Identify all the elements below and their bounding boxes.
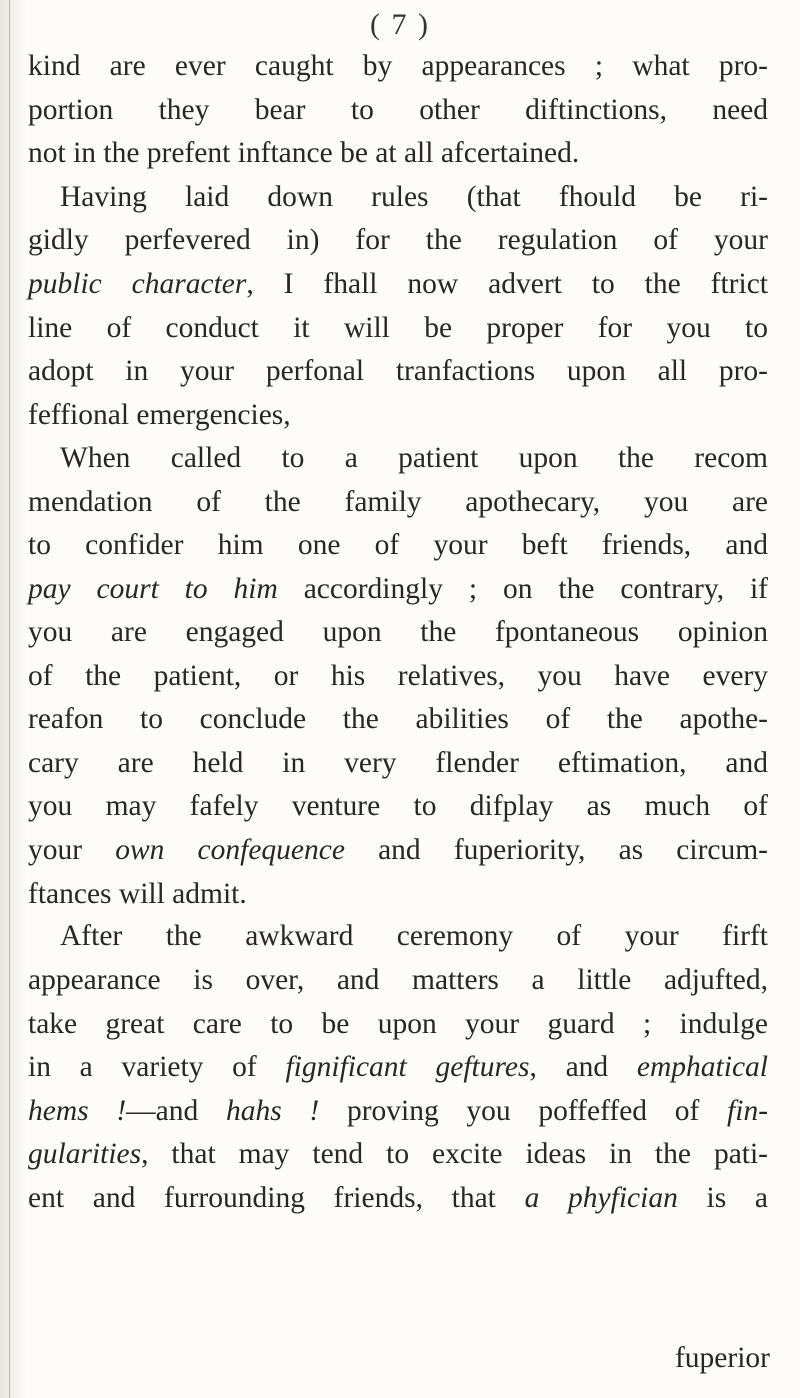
text-run: and fuperiority, as circum- (344, 834, 769, 866)
text-run: you are engaged upon the fpontaneous opinion (28, 616, 768, 648)
text-run: you may fafely venture to difplay as much of (28, 790, 768, 822)
text-line (28, 92, 768, 128)
italic-phrase: hahs ! (225, 1095, 320, 1127)
text-run: line of conduct it will be proper for you to (28, 312, 768, 344)
text-line (28, 1093, 768, 1129)
text-line (28, 527, 768, 563)
text-line (28, 310, 768, 346)
text-run: accordingly ; on the contrary, if (277, 573, 768, 605)
text-run: , I fhall now advert to the ftrict (246, 268, 768, 300)
italic-phrase: public character (28, 268, 247, 300)
text-line (28, 484, 768, 520)
text-run: your (28, 834, 116, 866)
text-line (28, 222, 768, 258)
text-run: reafon to conclude the abilities of the apothe- (28, 703, 768, 735)
text-run: feffional emergencies, (28, 399, 291, 431)
text-run: , and (529, 1051, 637, 1083)
text-run: gidly perfevered in) for the regulation of your (28, 224, 768, 256)
text-line (28, 614, 768, 650)
text-run: adopt in your perfonal tranfactions upon all pro- (28, 355, 768, 387)
text-line (28, 788, 768, 824)
text-line (60, 179, 768, 215)
text-line (28, 266, 768, 302)
italic-phrase: a phyfician (524, 1182, 678, 1214)
text-line (28, 1136, 768, 1172)
italic-phrase: fin- (727, 1095, 769, 1127)
text-run: is a (677, 1182, 769, 1214)
text-run: ent and furrounding friends, that (28, 1182, 525, 1214)
italic-phrase: emphatical (636, 1051, 768, 1083)
text-line (28, 962, 768, 998)
text-line (28, 1180, 768, 1216)
text-line (28, 353, 768, 389)
text-run: in a variety of (28, 1051, 286, 1083)
page-number: ( 7 ) (370, 8, 430, 41)
text-run: When called to a patient upon the recom (60, 442, 768, 474)
text-line (60, 440, 768, 476)
text-line (60, 918, 768, 954)
text-run: After the awkward ceremony of your firft (60, 920, 768, 952)
text-line (28, 135, 768, 171)
italic-phrase: fignificant geftures (285, 1051, 530, 1083)
text-run: to confider him one of your beft friends, and (28, 529, 768, 561)
text-run: —and (126, 1095, 226, 1127)
text-line (28, 571, 768, 607)
italic-phrase: pay court to him (28, 573, 278, 605)
text-run: Having laid down rules (that fhould be ri- (60, 181, 768, 213)
text-line (28, 745, 768, 781)
catchword: fuperior (674, 1342, 770, 1374)
text-run: , that may tend to excite ideas in the pati- (141, 1138, 768, 1170)
text-run: take great care to be upon your guard ; indulge (28, 1008, 768, 1040)
text-line (28, 397, 768, 433)
text-run: not in the prefent inftance be at all afcertained. (28, 137, 580, 169)
text-run: cary are held in very flender eftimation, and (28, 747, 768, 779)
italic-phrase: hems ! (28, 1095, 127, 1127)
text-run: mendation of the family apothecary, you are (28, 486, 768, 518)
italic-phrase: gularities (28, 1138, 142, 1170)
text-line (28, 658, 768, 694)
text-run: kind are ever caught by appearances ; what pro- (28, 50, 768, 82)
text-line (28, 701, 768, 737)
text-line (28, 1049, 768, 1085)
text-line (28, 48, 768, 84)
text-run: portion they bear to other diftinctions, need (28, 94, 768, 126)
text-run: of the patient, or his relatives, you have every (28, 660, 768, 692)
text-run: proving you poffeffed of (319, 1095, 728, 1127)
text-run: appearance is over, and matters a little adjufted, (28, 964, 768, 996)
text-line (28, 876, 768, 912)
text-line (28, 832, 768, 868)
italic-phrase: own confequence (115, 834, 345, 866)
text-line (28, 1006, 768, 1042)
text-run: ftances will admit. (28, 878, 247, 910)
